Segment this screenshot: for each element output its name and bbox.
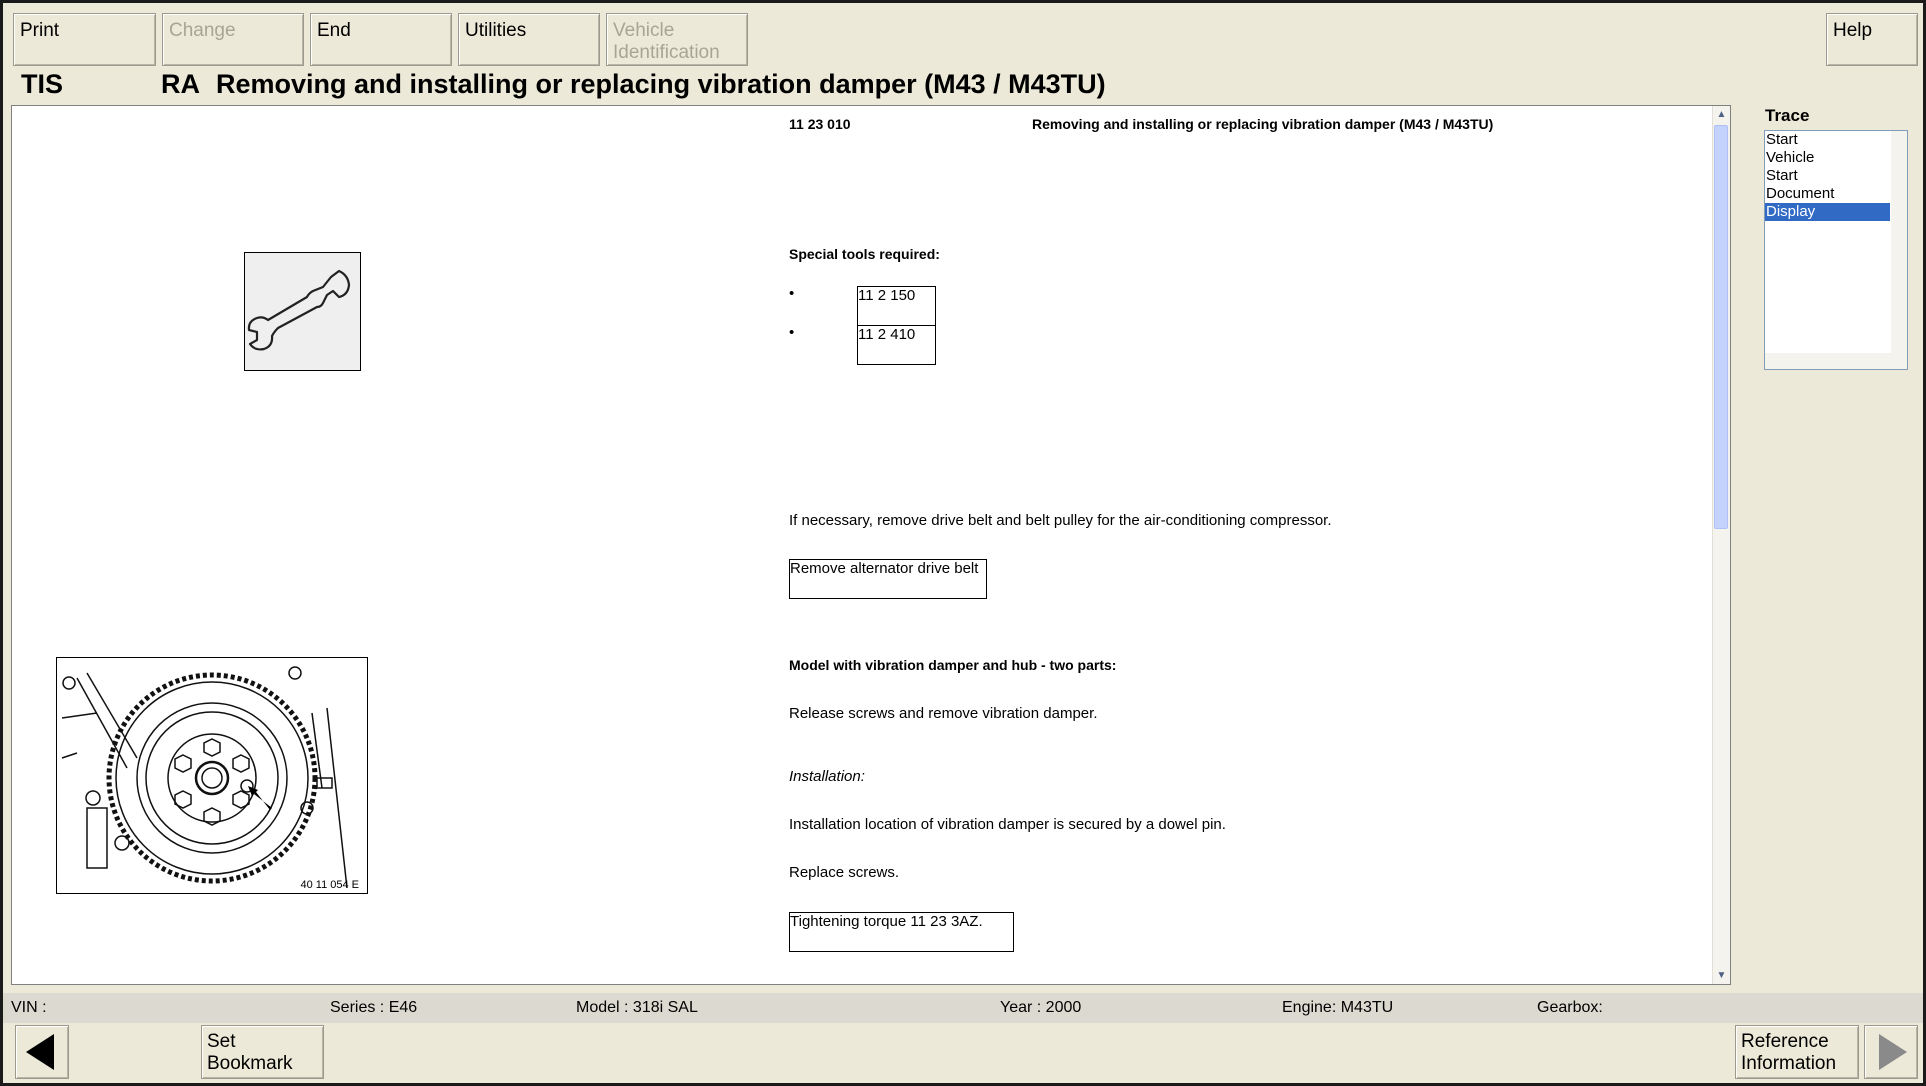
step-replace-screws: Replace screws. [789, 864, 900, 881]
document-pane[interactable] [11, 105, 1731, 985]
vehicle-id-label-2: Identification [613, 42, 720, 63]
figure-label: 40 11 054 E [300, 879, 359, 891]
forward-button[interactable] [1864, 1025, 1918, 1079]
utilities-label: Utilities [465, 20, 527, 41]
page-title: Removing and installing or replacing vibration damper (M43 / M43TU) [216, 69, 1106, 99]
scroll-down-icon[interactable]: ▼ [1716, 970, 1727, 981]
help-button[interactable] [1826, 13, 1918, 66]
scroll-up-icon[interactable]: ▲ [1716, 109, 1727, 120]
tightening-torque-label: Tightening torque 11 23 3AZ. [790, 913, 983, 930]
print-label: Print [20, 20, 60, 41]
engine-field: Engine: M43TU [1282, 999, 1394, 1016]
trace-item-start[interactable]: Start [1766, 131, 1798, 148]
print-button[interactable] [13, 13, 156, 66]
trace-vertical-scrollbar[interactable] [1891, 131, 1907, 353]
document-title: Removing and installing or replacing vibration damper (M43 / M43TU) [1032, 116, 1494, 132]
vibration-damper-illustration [57, 658, 367, 893]
gearbox-field: Gearbox: [1537, 999, 1603, 1016]
utilities-button[interactable] [458, 13, 600, 66]
trace-item-display[interactable]: Display [1765, 203, 1890, 221]
bullet-1: • [789, 285, 795, 302]
trace-item-vehicle[interactable]: Vehicle [1766, 149, 1815, 166]
series-field: Series : E46 [330, 999, 418, 1016]
alternator-belt-link[interactable] [789, 559, 987, 599]
document-number: 11 23 010 [789, 116, 851, 132]
trace-item-start-2[interactable]: Start [1766, 167, 1798, 184]
trace-horizontal-scrollbar[interactable] [1765, 353, 1907, 369]
document-code: RA [161, 69, 200, 99]
scroll-thumb[interactable] [1714, 125, 1728, 529]
change-button[interactable] [162, 13, 304, 66]
bookmark-label-1: Set [207, 1031, 236, 1052]
back-button[interactable] [15, 1025, 69, 1079]
reference-information-button[interactable] [1735, 1025, 1859, 1079]
set-bookmark-button[interactable] [201, 1025, 324, 1079]
bullet-2: • [789, 324, 795, 341]
reference-label-1: Reference [1741, 1031, 1829, 1052]
end-label: End [317, 20, 351, 41]
tool-link-2[interactable] [857, 325, 936, 365]
vin-field: VIN : [11, 999, 47, 1016]
bookmark-label-2: Bookmark [207, 1053, 293, 1074]
wrench-icon [245, 253, 360, 370]
document-scrollbar[interactable] [1712, 106, 1730, 984]
vibration-damper-diagram [56, 657, 368, 894]
reference-label-2: Information [1741, 1053, 1837, 1074]
trace-label: Trace [1765, 106, 1810, 125]
vehicle-identification-button[interactable] [606, 13, 748, 66]
tool-label-2: 11 2 410 [858, 326, 916, 343]
right-arrow-icon [1865, 1026, 1917, 1078]
alternator-belt-label: Remove alternator drive belt [790, 560, 979, 577]
tightening-torque-link[interactable] [789, 912, 1014, 952]
special-tools-icon-box [244, 252, 361, 371]
tool-label-1: 11 2 150 [858, 287, 916, 304]
left-arrow-icon [16, 1026, 68, 1078]
installation-label: Installation: [789, 768, 865, 785]
step-release-screws: Release screws and remove vibration damper. [789, 705, 1098, 722]
tool-link-1[interactable] [857, 286, 936, 326]
help-label: Help [1833, 20, 1873, 41]
special-tools-heading: Special tools required: [789, 246, 940, 262]
trace-list[interactable] [1764, 130, 1908, 370]
title-bar [3, 66, 1923, 104]
trace-item-document[interactable]: Document [1766, 185, 1835, 202]
year-field: Year : 2000 [1000, 999, 1082, 1016]
model-heading: Model with vibration damper and hub - two parts: [789, 657, 1117, 673]
change-label: Change [169, 20, 236, 41]
app-name: TIS [21, 69, 64, 99]
end-button[interactable] [310, 13, 452, 66]
step-remove-drive-belt: If necessary, remove drive belt and belt pulley for the air-conditioning compressor. [789, 512, 1332, 529]
step-dowel-pin: Installation location of vibration damper is secured by a dowel pin. [789, 816, 1226, 833]
vehicle-status-bar [3, 993, 1923, 1023]
vehicle-id-label-1: Vehicle [613, 20, 675, 41]
model-field: Model : 318i SAL [576, 999, 698, 1016]
